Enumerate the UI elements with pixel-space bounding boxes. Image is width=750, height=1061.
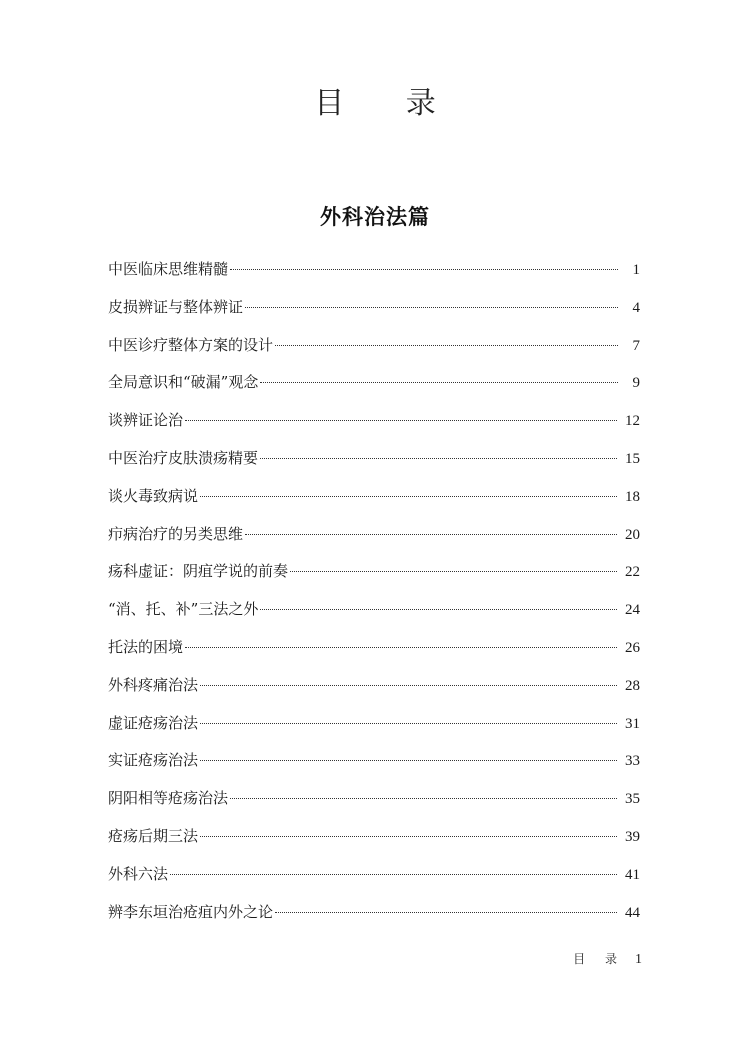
toc-page-number: 35 bbox=[625, 791, 640, 808]
toc-page-number: 9 bbox=[632, 375, 640, 392]
dot-leader bbox=[200, 685, 617, 686]
toc-page-number: 41 bbox=[625, 866, 640, 883]
toc-entry-title: “消、托、补”三法之外 bbox=[108, 600, 259, 619]
toc-entry-title: 疮疡后期三法 bbox=[108, 826, 199, 845]
dot-leader bbox=[245, 307, 618, 308]
dot-leader bbox=[230, 269, 618, 270]
toc-entry[interactable] bbox=[108, 521, 640, 559]
toc-page-number: 15 bbox=[625, 450, 640, 467]
dot-leader bbox=[260, 382, 618, 383]
toc-entry-title: 阴阳相等疮疡治法 bbox=[108, 789, 229, 808]
dot-leader bbox=[245, 534, 617, 535]
toc-entry[interactable] bbox=[108, 747, 640, 785]
toc-page-number: 44 bbox=[625, 904, 640, 921]
toc-entry[interactable] bbox=[108, 672, 640, 710]
toc-page-number: 20 bbox=[625, 526, 640, 543]
page-title: 目 录 bbox=[314, 86, 462, 122]
toc-entry-title: 中医临床思维精髓 bbox=[108, 260, 229, 278]
toc-entry[interactable] bbox=[108, 785, 640, 823]
toc-entry-title: 疡科虚证：阴疽学说的前奏 bbox=[108, 562, 289, 581]
toc-entry-title: 辨李东垣治疮疽内外之论 bbox=[108, 902, 274, 921]
toc-entry[interactable] bbox=[108, 369, 640, 407]
toc-page-number: 31 bbox=[625, 715, 640, 732]
dot-leader bbox=[200, 496, 617, 497]
toc-entry-title: 托法的困境 bbox=[108, 637, 184, 656]
toc-entry-title: 外科六法 bbox=[108, 864, 169, 883]
toc-entry[interactable] bbox=[108, 256, 640, 294]
table-of-contents bbox=[108, 256, 640, 936]
toc-entry-title: 谈火毒致病说 bbox=[108, 486, 199, 505]
toc-page-number: 33 bbox=[625, 753, 640, 770]
toc-entry-title: 皮损辨证与整体辨证 bbox=[108, 297, 244, 316]
dot-leader bbox=[275, 345, 618, 346]
toc-entry-title: 实证疮疡治法 bbox=[108, 751, 199, 770]
dot-leader bbox=[185, 647, 617, 648]
dot-leader bbox=[230, 798, 617, 799]
toc-entry[interactable] bbox=[108, 899, 640, 937]
toc-entry-title: 疖病治疗的另类思维 bbox=[108, 524, 244, 543]
toc-page-number: 26 bbox=[625, 639, 640, 656]
toc-page-number: 12 bbox=[625, 413, 640, 430]
section-title: 外科治法篇 bbox=[320, 204, 430, 230]
toc-page-number: 7 bbox=[632, 337, 640, 354]
toc-entry-title: 谈辨证论治 bbox=[108, 411, 184, 430]
toc-entry[interactable] bbox=[108, 558, 640, 596]
toc-entry[interactable] bbox=[108, 407, 640, 445]
toc-entry[interactable] bbox=[108, 634, 640, 672]
footer-label: 目 录 bbox=[573, 952, 625, 966]
dot-leader bbox=[290, 571, 617, 572]
dot-leader bbox=[260, 609, 617, 610]
toc-entry[interactable] bbox=[108, 823, 640, 861]
toc-page-number: 24 bbox=[625, 602, 640, 619]
page-footer bbox=[573, 950, 642, 968]
toc-page-number: 1 bbox=[632, 262, 640, 278]
dot-leader bbox=[170, 874, 617, 875]
toc-entry-title: 全局意识和“破漏”观念 bbox=[108, 373, 259, 392]
toc-page-number: 18 bbox=[625, 488, 640, 505]
dot-leader bbox=[185, 420, 617, 421]
toc-entry-title: 中医治疗皮肤溃疡精要 bbox=[108, 448, 259, 467]
toc-entry[interactable] bbox=[108, 861, 640, 899]
toc-entry[interactable] bbox=[108, 332, 640, 370]
toc-page-number: 4 bbox=[632, 299, 640, 316]
toc-page-number: 39 bbox=[625, 828, 640, 845]
footer-page-number: 1 bbox=[635, 952, 642, 967]
toc-entry[interactable] bbox=[108, 596, 640, 634]
dot-leader bbox=[200, 723, 617, 724]
dot-leader bbox=[200, 760, 617, 761]
toc-page-number: 28 bbox=[625, 677, 640, 694]
toc-entry[interactable] bbox=[108, 483, 640, 521]
toc-entry[interactable] bbox=[108, 445, 640, 483]
toc-entry-title: 外科疼痛治法 bbox=[108, 675, 199, 694]
toc-entry-title: 虚证疮疡治法 bbox=[108, 713, 199, 732]
toc-entry-title: 中医诊疗整体方案的设计 bbox=[108, 335, 274, 354]
toc-page-number: 22 bbox=[625, 564, 640, 581]
dot-leader bbox=[260, 458, 617, 459]
toc-entry[interactable] bbox=[108, 710, 640, 748]
dot-leader bbox=[275, 912, 617, 913]
dot-leader bbox=[200, 836, 617, 837]
toc-entry[interactable] bbox=[108, 294, 640, 332]
